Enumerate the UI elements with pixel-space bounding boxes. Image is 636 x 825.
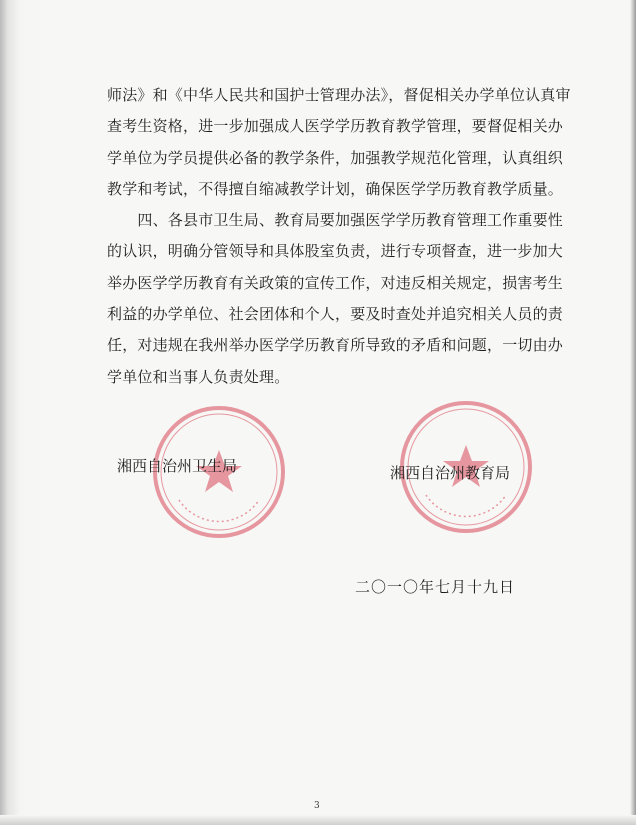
text-line: 利益的办学单位、社会团体和个人，要及时查处并追究相关人员的责 xyxy=(107,305,564,324)
text-line: 举办医学学历教育有关政策的宣传工作，对违反相关规定，损害考生 xyxy=(107,273,564,292)
text-line: 四、各县市卫生局、教育局要加强医学学历教育管理工作重要性 xyxy=(107,211,564,230)
document-date: 二〇一〇年七月十九日 xyxy=(355,578,516,596)
text-line: 学单位为学员提供必备的教学条件，加强教学规范化管理，认真组织 xyxy=(107,148,564,167)
text-line: 查考生资格，进一步加强成人医学学历教育教学管理，要督促相关办 xyxy=(107,117,564,136)
text-line: 师法》和《中华人民共和国护士管理办法》，督促相关办学单位认真审 xyxy=(107,86,571,104)
body-paragraphs xyxy=(107,80,587,393)
page-number: 3 xyxy=(314,801,320,811)
signatory-education-bureau: 湘西自治州教育局 xyxy=(390,464,511,482)
text-line: 教学和考试，不得擅自缩减教学计划，确保医学学历教育教学质量。 xyxy=(107,179,564,198)
text-line: 的认识，明确分管领导和具体股室负责，进行专项督查，进一步加大 xyxy=(107,242,564,261)
scan-right-shadow xyxy=(630,0,636,825)
scan-bottom-shadow xyxy=(0,815,636,825)
text-line: 任，对违规在我州举办医学学历教育所导致的矛盾和问题，一切由办 xyxy=(107,336,564,355)
scan-left-shadow xyxy=(0,0,44,825)
signatory-health-bureau: 湘西自治州卫生局 xyxy=(117,457,238,475)
text-line: 学单位和当事人负责处理。 xyxy=(107,367,290,386)
